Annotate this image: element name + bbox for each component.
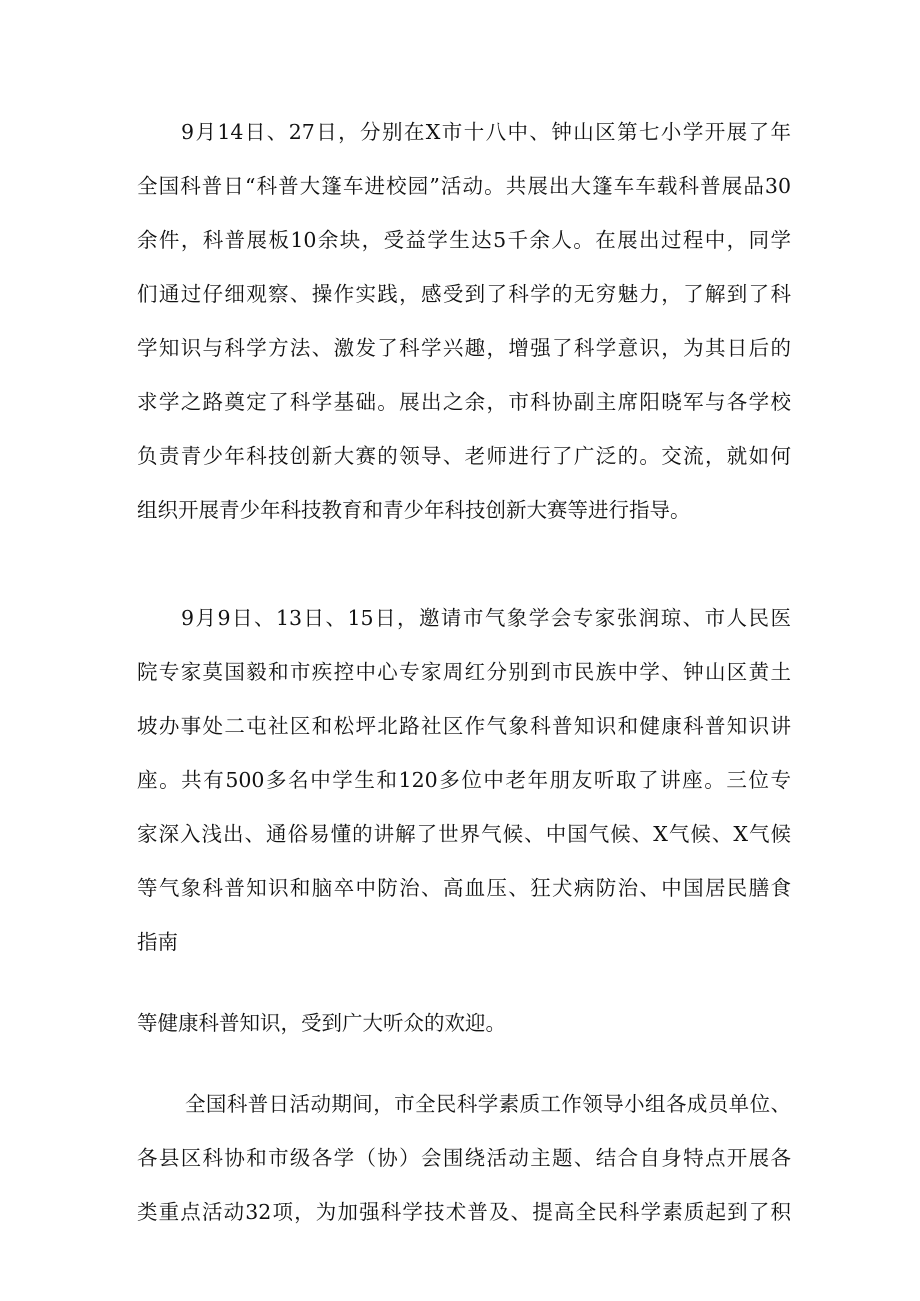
text-line: 各县区科协和市级各学（协）会围绕活动主题、结合自身特点开展各 <box>137 1146 791 1170</box>
text-line: 等健康科普知识，受到广大听众的欢迎。 <box>137 1011 506 1035</box>
text-line: 类重点活动32项，为加强科学技术普及、提高全民科学素质起到了积 <box>137 1200 791 1224</box>
text-line: 求学之路奠定了科学基础。展出之余，市科协副主席阳晓军与各学校 <box>137 390 791 414</box>
text-line: 余件，科普展板10余块，受益学生达5千余人。在展出过程中，同学 <box>137 228 791 252</box>
text-line: 们通过仔细观察、操作实践，感受到了科学的无穷魅力，了解到了科 <box>137 282 791 306</box>
text-line: 全国科普日“科普大篷车进校园”活动。共展出大篷车车载科普展品30 <box>137 174 791 198</box>
text-line: 组织开展青少年科技教育和青少年科技创新大赛等进行指导。 <box>137 498 691 522</box>
text-line: 指南 <box>137 930 178 954</box>
text-line: 等气象科普知识和脑卒中防治、高血压、狂犬病防治、中国居民膳食 <box>137 876 791 900</box>
text-line: 学知识与科学方法、激发了科学兴趣，增强了科学意识，为其日后的 <box>137 336 791 360</box>
text-line: 9月9日、13日、15日，邀请市气象学会专家张润琼、市人民医 <box>181 606 791 630</box>
text-line: 9月14日、27日，分别在X市十八中、钟山区第七小学开展了年 <box>181 120 791 144</box>
text-line: 负责青少年科技创新大赛的领导、老师进行了广泛的。交流，就如何 <box>137 444 791 468</box>
text-line: 院专家莫国毅和市疾控中心专家周红分别到市民族中学、钟山区黄土 <box>137 660 791 684</box>
text-line: 全国科普日活动期间，市全民科学素质工作领导小组各成员单位、 <box>185 1092 791 1116</box>
text-line: 座。共有500多名中学生和120多位中老年朋友听取了讲座。三位专 <box>137 768 791 792</box>
text-line: 家深入浅出、通俗易懂的讲解了世界气候、中国气候、X气候、X气候 <box>137 822 791 846</box>
text-line: 坡办事处二屯社区和松坪北路社区作气象科普知识和健康科普知识讲 <box>137 714 791 738</box>
